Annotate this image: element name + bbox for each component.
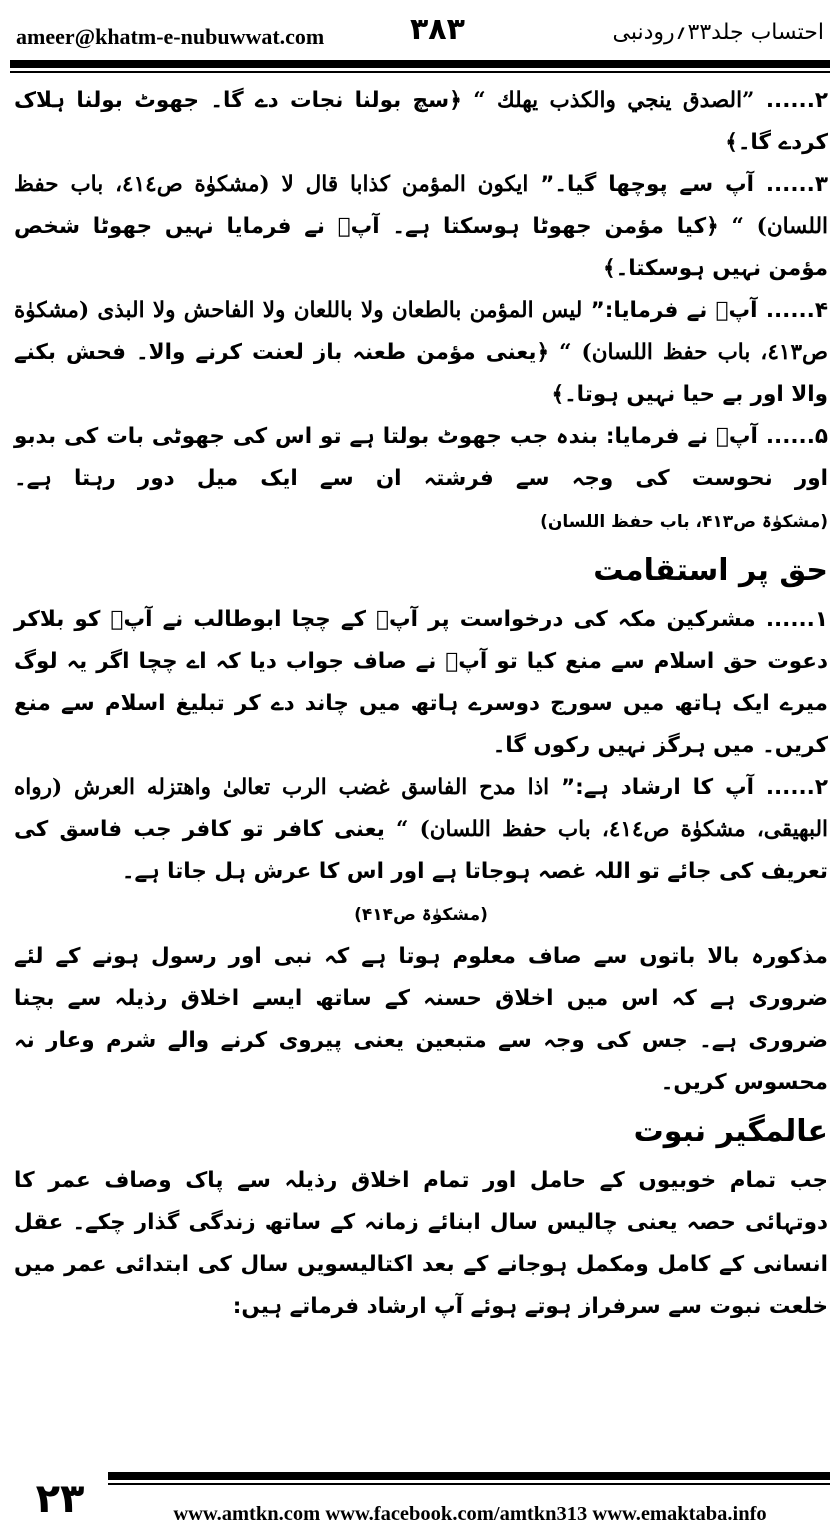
paragraph-intro: آپ کا ارشاد ہے:” [560, 775, 754, 800]
reference-line [14, 893, 828, 936]
header-rule-thin [10, 71, 830, 73]
urdu-translation: ﴿یعنی مؤمن طعنہ باز لعنت کرنے والا۔ فحش بکنے والا اور بے حیا نہیں ہوتا۔﴾ [14, 340, 828, 407]
header-book-title: احتساب جلد۳۳؍رودنبی [612, 20, 824, 45]
arabic-quote: ”الصدق ينجي والكذب يهلك “ [473, 88, 755, 113]
urdu-translation: ﴿سچ بولنا نجات دے گا۔ جھوٹ بولنا ہلاک کردے گا۔﴾ [14, 88, 828, 155]
paragraph [14, 80, 828, 164]
section-heading: عالمگیر نبوت [633, 1114, 828, 1149]
paragraph-number: ۳...... [765, 172, 828, 197]
paragraph-number: ۱...... [765, 607, 828, 632]
paragraph-intro: آپ سے پوچھا گیا۔” [540, 172, 754, 197]
section-heading: حق پر استقامت [593, 553, 828, 588]
paragraph [14, 164, 828, 290]
paragraph: جب تمام خوبیوں کے حامل اور تمام اخلاق رذیلہ سے پاک وصاف عمر کا دوتہائی حصہ یعنی چالیس سال ابنائے زمانہ کے ساتھ زندگی گذار چکے۔ عقل انسانی کے کامل ومکمل ہوجانے کے بعد اکتالیسویں سال کی ابتدائی عمر میں خلعت نبوت سے سرفراز ہوتے ہوئے آپ ارشاد فرماتے ہیں: [14, 1168, 828, 1319]
footer-rule-thick [106, 1472, 830, 1480]
paragraph-number: ۴...... [765, 298, 828, 323]
reference: (مشکوٰۃ ص۴۱۴) [354, 905, 488, 925]
paragraph [14, 416, 828, 543]
urdu-translation: ﴿کیا مؤمن جھوٹا ہوسکتا ہے۔ آپؐ نے فرمایا نہیں جھوٹا شخص مؤمن نہیں ہوسکتا۔﴾ [14, 214, 828, 281]
paragraph-text: آپؐ نے فرمایا: بندہ جب جھوٹ بولتا ہے تو اس کی جھوٹی بات کی بدبو اور نحوست کی وجہ سے فرشتہ ان سے ایک میل دور رہتا ہے۔ [14, 424, 828, 491]
arabic-quote: ليس المؤمن بالطعان ولا باللعان ولا الفاحش ولا البذى (مشكوٰة ص٤١٣، باب حفظ اللسان) “ [14, 298, 828, 365]
paragraph-number: ۲...... [765, 775, 828, 800]
paragraph [14, 599, 828, 767]
paragraph-number: ۵...... [765, 424, 828, 449]
header-email[interactable]: ameer@khatm-e-nubuwwat.com [16, 24, 325, 49]
paragraph [14, 290, 828, 416]
arabic-quote: ايكون المؤمن كذابا قال لا (مشكوٰة ص٤١٤، باب حفظ اللسان) “ [14, 172, 828, 239]
urdu-translation: یعنی کافر تو کافر جب فاسق کی تعریف کی جائے تو اللہ غصہ ہوجاتا ہے اور اس کا عرش ہل جاتا ہے۔ [14, 817, 828, 884]
page-body [14, 80, 828, 1448]
footer-links[interactable]: www.amtkn.com www.facebook.com/amtkn313 www.emaktaba.info [173, 1503, 767, 1525]
footer-page-number: ۲۳ [12, 1470, 108, 1528]
summary-paragraph: مذکورہ بالا باتوں سے صاف معلوم ہوتا ہے کہ نبی اور رسول ہونے کے لئے ضروری ہے کہ اس میں اخلاق حسنہ کے ساتھ ایسے اخلاق رذیلہ سے بچنا ضروری ہے۔ جس کی وجہ سے متبعین یعنی پیروی کرنے والے شرم وعار نہ محسوس کریں۔ [14, 944, 828, 1095]
paragraph-text: مشرکین مکہ کی درخواست پر آپؐ کے چچا ابوطالب نے آپؐ کو بلاکر دعوت حق اسلام سے منع کیا تو آپؐ نے صاف جواب دیا کہ اے چچا اگر یہ لوگ میرے ایک ہاتھ میں سورج دوسرے ہاتھ میں چاند دے کر تبلیغ اسلام سے منع کریں۔ میں ہرگز نہیں رکوں گا۔ [14, 607, 828, 758]
page-header [10, 10, 830, 58]
footer-rule-thin [106, 1483, 830, 1485]
reference: (مشکوٰۃ ص۴۱۳، باب حفظ اللسان) [540, 512, 828, 532]
page-footer [10, 1468, 830, 1530]
paragraph-number: ۲...... [765, 88, 828, 113]
paragraph [14, 767, 828, 893]
arabic-quote: اذا مدح الفاسق غضب الرب تعالىٰ واهتزله العرش (رواه البهيقى، مشكوٰة ص٤١٤، باب حفظ اللسان) “ [14, 775, 828, 842]
paragraph-intro: آپؐ نے فرمایا:” [590, 298, 758, 323]
header-rule-thick [10, 60, 830, 68]
header-page-number: ۳۸۳ [410, 12, 465, 47]
